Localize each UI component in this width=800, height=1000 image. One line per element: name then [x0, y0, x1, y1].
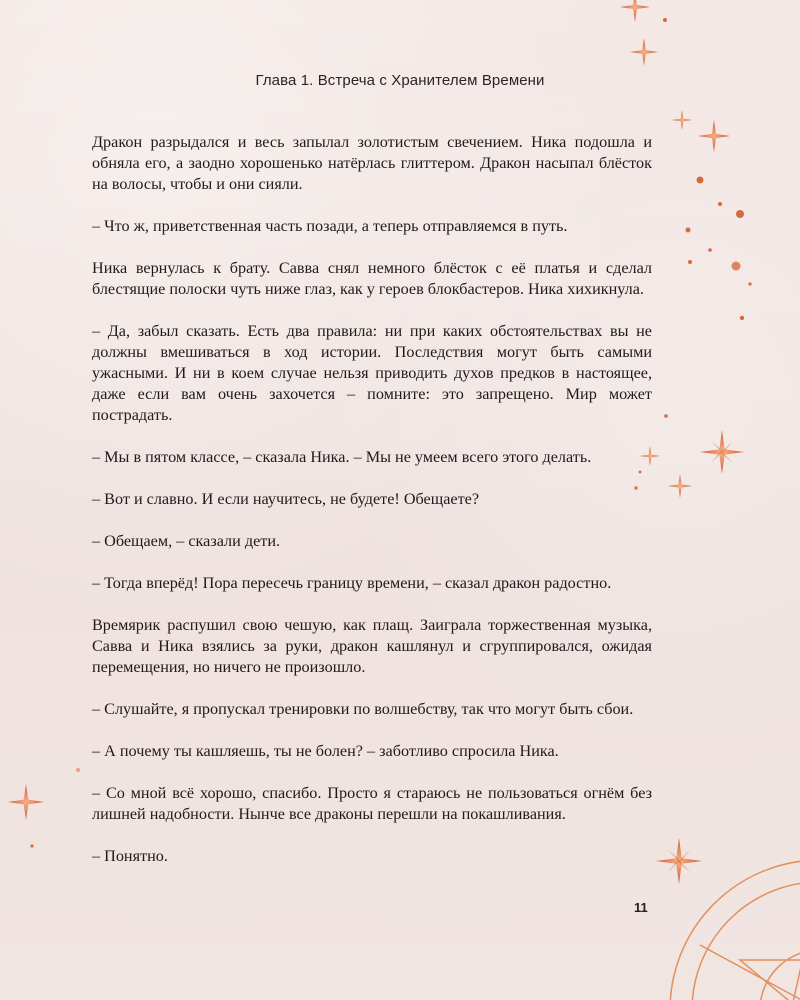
chapter-title: Глава 1. Встреча с Хранителем Времени [255, 72, 545, 89]
paragraph: – Что ж, приветственная часть позади, а теперь отправляемся в путь. [92, 217, 568, 235]
zodiac-wheel-icon [670, 860, 800, 1000]
paragraph: Ника вернулась к брату. Савва снял немного блёсток с её платья и сделал блестящие полоски чуть ниже глаз, как у героев блокбастеров. Ника хихикнула. [92, 259, 652, 298]
paragraph: Времярик распушил свою чешую, как плащ. Заиграла торжественная музыка, Савва и Ника взялись за руки, дракон кашлянул и сгруппировался, ожидая перемещения, но ничего не произошло. [92, 616, 652, 676]
paragraph: – Тогда вперёд! Пора пересечь границу времени, – сказал дракон радостно. [92, 574, 612, 592]
body-text [92, 132, 652, 888]
paragraph: Дракон разрыдался и весь запылал золотистым свечением. Ника подошла и обняла его, а заодно хорошенько натёрлась глиттером. Дракон насыпал блёсток на волосы, чтобы и они сияли. [92, 133, 652, 193]
page-number: 11 [634, 900, 648, 915]
paragraph: – Мы в пятом классе, – сказала Ника. – Мы не умеем всего этого делать. [92, 448, 592, 466]
paragraph: – Со мной всё хорошо, спасибо. Просто я стараюсь не пользоваться огнём без лишней надобности. Нынче все драконы перешли на покашливания. [92, 784, 652, 823]
paragraph: – Вот и славно. И если научитесь, не будете! Обещаете? [92, 490, 480, 508]
paragraph: – Слушайте, я пропускал тренировки по волшебству, так что могут быть сбои. [92, 700, 634, 718]
paragraph: – А почему ты кашляешь, ты не болен? – заботливо спросила Ника. [92, 742, 559, 760]
paragraph: – Да, забыл сказать. Есть два правила: ни при каких обстоятельствах вы не должны вмешиваться в ход истории. Последствия могут быть самыми ужасными. И ни в коем случае нельзя приводить духов предков в настоящее, даже если вам очень захочется – помните: это запрещено. Мир может пострадать. [92, 322, 652, 424]
paragraph: – Обещаем, – сказали дети. [92, 532, 281, 550]
paragraph: – Понятно. [92, 847, 168, 865]
